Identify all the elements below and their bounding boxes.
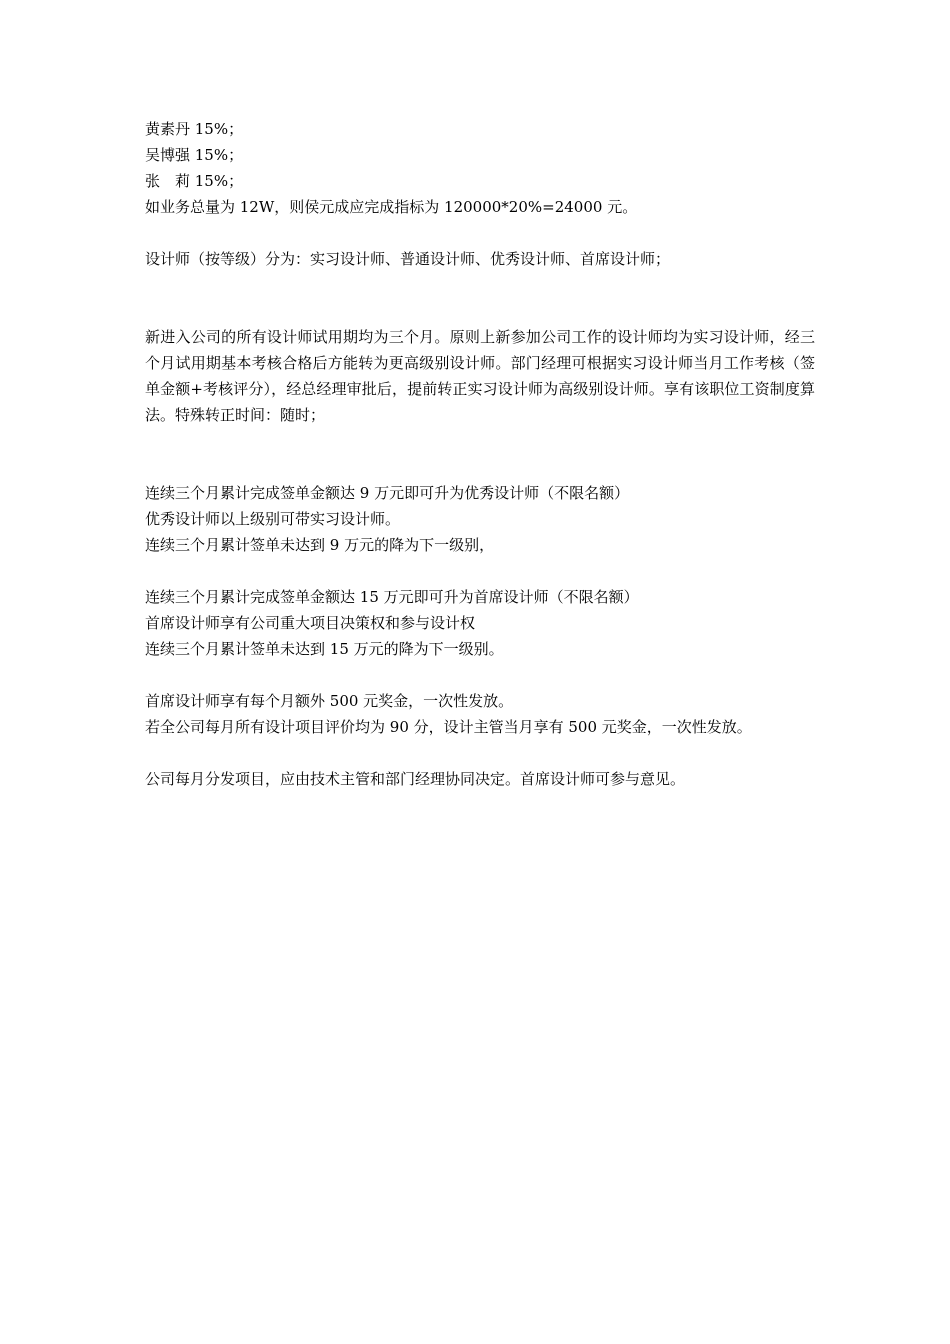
rule-line: 连续三个月累计完成签单金额达 15 万元即可升为首席设计师（不限名额）	[145, 588, 639, 606]
rule-line: 首席设计师享有每个月额外 500 元奖金，一次性发放。	[145, 692, 514, 710]
rule-line: 若全公司每月所有设计项目评价均为 90 分，设计主管当月享有 500 元奖金，一次性发放。	[145, 718, 752, 736]
excellent-designer-rules	[145, 480, 815, 558]
rule-line: 连续三个月累计完成签单金额达 9 万元即可升为优秀设计师（不限名额）	[145, 484, 630, 502]
document-body	[145, 116, 815, 792]
allocation-line: 黄素丹 15%；	[145, 120, 244, 138]
designer-levels: 设计师（按等级）分为：实习设计师、普通设计师、优秀设计师、首席设计师；	[145, 250, 671, 268]
rule-line: 连续三个月累计签单未达到 9 万元的降为下一级别，	[145, 536, 495, 554]
bonus-rules	[145, 688, 815, 740]
rule-line: 首席设计师享有公司重大项目决策权和参与设计权	[145, 614, 476, 632]
probation-paragraph: 新进入公司的所有设计师试用期均为三个月。原则上新参加公司工作的设计师均为实习设计师，经三个月试用期基本考核合格后方能转为更高级别设计师。部门经理可根据实习设计师当月工作考核（签单金额+考核评分），经总经理审批后，提前转正实习设计师为高级别设计师。享有该职位工资制度算法。特殊转正时间：随时；	[145, 328, 815, 424]
rule-line: 优秀设计师以上级别可带实习设计师。	[145, 510, 401, 528]
allocation-example: 如业务总量为 12W，则侯元成应完成指标为 120000*20%=24000 元。	[145, 198, 638, 216]
rule-line: 连续三个月累计签单未达到 15 万元的降为下一级别。	[145, 640, 504, 658]
allocation-line: 吴博强 15%；	[145, 146, 244, 164]
allocation-list	[145, 116, 815, 220]
project-distribution: 公司每月分发项目，应由技术主管和部门经理协同决定。首席设计师可参与意见。	[145, 770, 686, 788]
allocation-line: 张 莉 15%；	[145, 172, 244, 190]
chief-designer-rules	[145, 584, 815, 662]
